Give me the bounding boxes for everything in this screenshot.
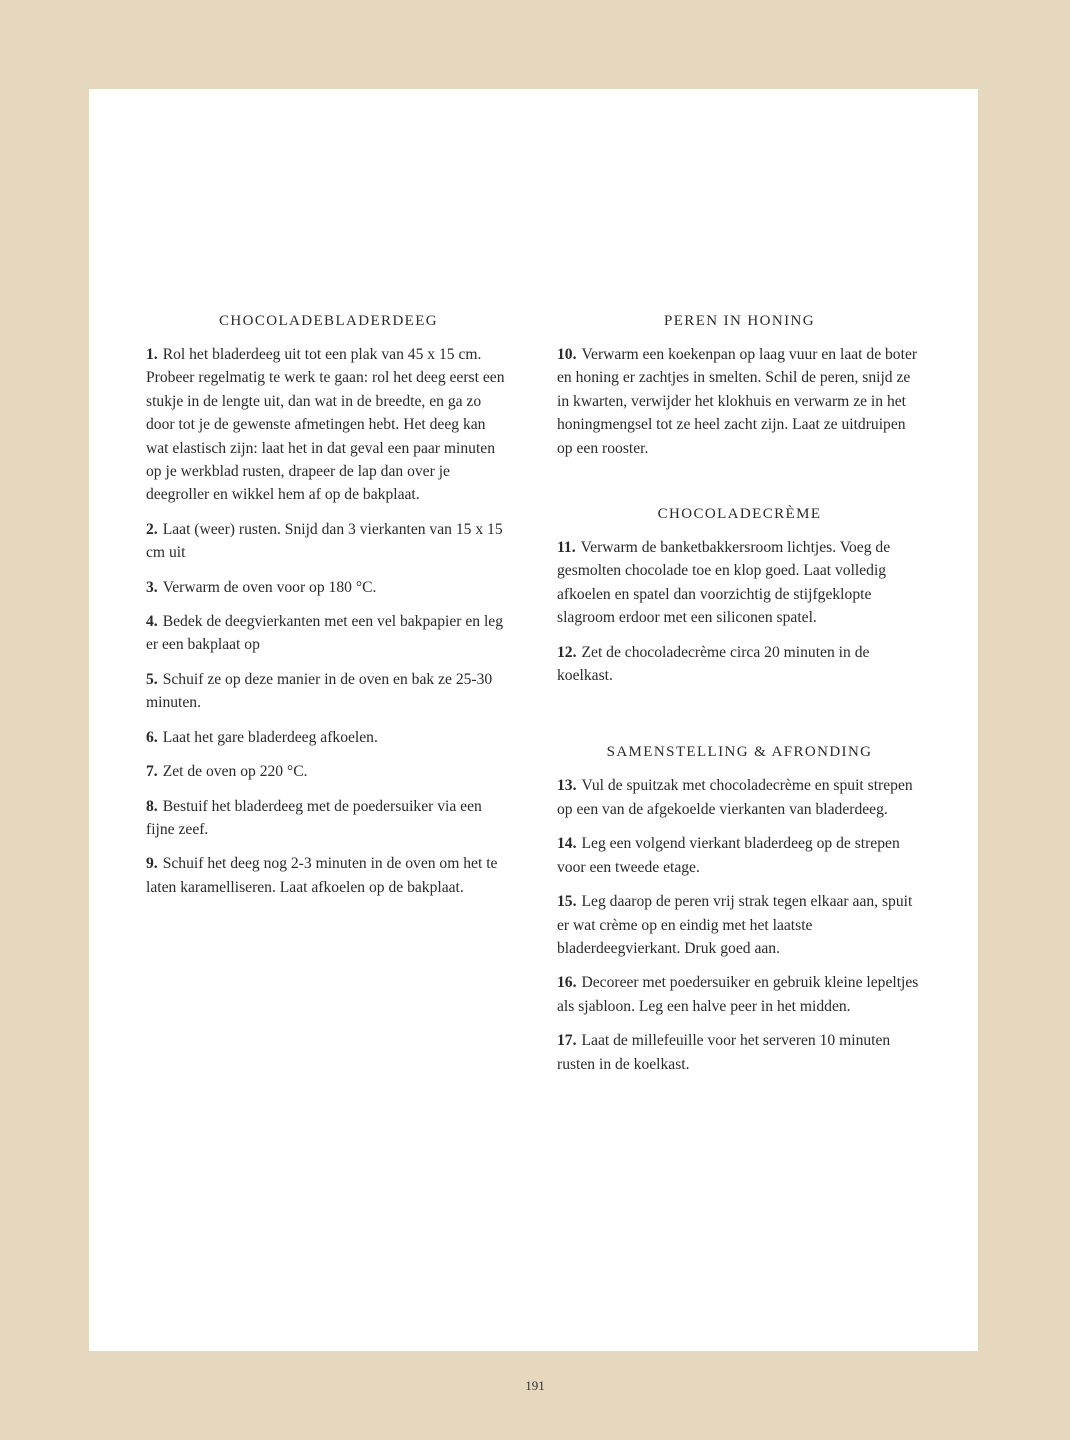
recipe-step [557, 832, 922, 879]
recipe-step [557, 536, 922, 630]
step-text: Laat (weer) rusten. Snijd dan 3 vierkanten van 15 x 15 cm uit [146, 520, 503, 562]
section-heading-chocoladecreme: CHOCOLADECRÈME [657, 506, 822, 523]
recipe-step [146, 576, 511, 599]
step-text: Schuif ze op deze manier in de oven en bak ze 25-30 minuten. [146, 670, 493, 712]
left-column [146, 311, 511, 910]
recipe-step [146, 343, 511, 507]
step-text: Zet de chocoladecrème circa 20 minuten in de koelkast. [557, 643, 870, 685]
step-text: Rol het bladerdeeg uit tot een plak van 45 x 15 cm. Probeer regelmatig te werk te gaan: rol het deeg eerst een stukje in de lengte uit, dan wat in de breedte, en ga zo door tot je de gewenste afmetingen hebt. Het deeg kan wat elastisch zijn: laat het in dat geval een paar minuten op je werkblad rusten, drapeer de lap dan over je deegroller en wikkel hem af op de bakplaat. [146, 346, 505, 504]
step-text: Verwarm de oven voor op 180 °C. [162, 578, 377, 596]
step-number: 2. [146, 520, 158, 538]
step-text: Verwarm een koekenpan op laag vuur en laat de boter en honing er zachtjes in smelten. Schil de peren, snijd ze in kwarten, verwijder het klokhuis en verwarm ze in het honingmengsel tot ze heel zacht zijn. Laat ze uitdruipen op een rooster. [557, 346, 918, 457]
step-number: 16. [557, 974, 577, 992]
step-number: 15. [557, 893, 577, 911]
recipe-step [146, 726, 511, 749]
recipe-step [146, 795, 511, 842]
recipe-step [557, 890, 922, 960]
page-number: 191 [525, 1378, 545, 1393]
step-text: Leg daarop de peren vrij strak tegen elkaar aan, spuit er wat crème op en eindig met het laatste bladerdeegvierkant. Druk goed aan. [557, 893, 913, 957]
step-number: 14. [557, 835, 577, 853]
step-number: 12. [557, 643, 577, 661]
section-heading-samenstelling-afronding: SAMENSTELLING & AFRONDING [606, 744, 873, 761]
right-column [557, 311, 922, 1087]
step-number: 9. [146, 855, 158, 873]
step-number: 4. [146, 613, 158, 631]
page-sheet [89, 89, 978, 1351]
step-text: Schuif het deeg nog 2-3 minuten in de oven om het te laten karamelliseren. Laat afkoelen op de bakplaat. [146, 855, 498, 896]
step-text: Bedek de deegvierkanten met een vel bakpapier en leg er een bakplaat op [146, 613, 504, 654]
recipe-step [146, 852, 511, 899]
step-text: Verwarm de banketbakkersroom lichtjes. Voeg de gesmolten chocolade toe en klop goed. Laat volledig afkoelen en spatel dan voorzichtig de stijfgeklopte slagroom erdoor met een siliconen spatel. [557, 539, 891, 627]
step-text: Bestuif het bladerdeeg met de poedersuiker via een fijne zeef. [146, 797, 482, 838]
step-text: Laat de millefeuille voor het serveren 10 minuten rusten in de koelkast. [557, 1032, 891, 1073]
step-number: 5. [146, 670, 158, 688]
step-text: Laat het gare bladerdeeg afkoelen. [162, 728, 378, 746]
section-heading-chocoladebladerdeeg: CHOCOLADEBLADERDEEG [218, 313, 439, 329]
step-text: Zet de oven op 220 °C. [162, 763, 308, 781]
recipe-step [557, 343, 922, 460]
recipe-step [557, 971, 922, 1018]
recipe-step [146, 760, 511, 783]
step-text: Leg een volgend vierkant bladerdeeg op de strepen voor een tweede etage. [557, 835, 900, 876]
step-number: 11. [557, 539, 576, 557]
step-number: 8. [146, 797, 158, 815]
recipe-step [146, 518, 511, 565]
step-text: Decoreer met poedersuiker en gebruik kleine lepeltjes als sjabloon. Leg een halve peer in het midden. [557, 974, 919, 1015]
step-number: 10. [557, 346, 577, 363]
recipe-step [557, 1029, 922, 1076]
step-number: 1. [146, 346, 158, 363]
step-number: 3. [146, 578, 158, 596]
step-number: 17. [557, 1032, 577, 1050]
recipe-step [146, 668, 511, 715]
step-number: 7. [146, 763, 158, 781]
section-heading-peren-in-honing: PEREN IN HONING [664, 313, 815, 329]
recipe-step [557, 774, 922, 821]
step-number: 6. [146, 728, 158, 746]
step-text: Vul de spuitzak met chocoladecrème en spuit strepen op een van de afgekoelde vierkanten van bladerdeeg. [557, 777, 913, 818]
recipe-step [557, 641, 922, 688]
step-number: 13. [557, 777, 577, 795]
recipe-step [146, 610, 511, 657]
